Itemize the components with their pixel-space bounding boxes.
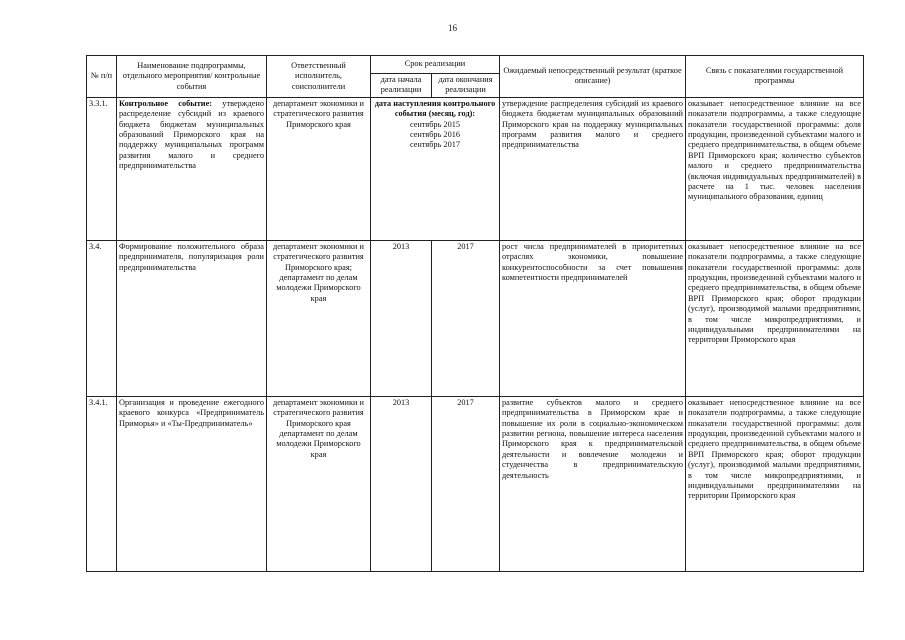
row-responsible xyxy=(267,396,371,571)
header-start: дата начала реализации xyxy=(371,74,432,98)
row-start: 2013 xyxy=(371,240,432,396)
row-end: 2017 xyxy=(432,240,500,396)
row-link: оказывает непосредственное влияние на все показатели подпрограммы, а также следующие показатели государственной программы: доля продукции, произведенной субъектами малого и среднего предпринимательства, в общем объеме ВРП Приморского края; оборот продукции (услуг), производимой малыми предприятиями, в том числе микропредприятиями, и индивидуальными предпринимателями на территории Приморского края xyxy=(686,240,864,396)
row-link: оказывает непосредственное влияние на все показатели подпрограммы, а также следующие показатели государственной программы: доля продукции, произведенной субъектами малого и среднего предпринимательства, в общем объеме ВРП Приморского края; количество субъектов малого и среднего предпринимательства (включая индивидуальных предпринимателей) в расчете на 1 тыс. человек населения муниципального образования, единиц xyxy=(686,97,864,240)
header-link: Связь с показателями государственной программы xyxy=(686,56,864,98)
row-link: оказывает непосредственное влияние на все показатели подпрограммы, а также следующие показатели государственной программы: доля продукции, произведенной субъектами малого и среднего предпринимательства, в общем объеме ВРП Приморского края; оборот продукции (услуг), производимой малыми предприятиями, в том числе микропредприятиями, и индивидуальными предпринимателями на территории Приморского края xyxy=(686,396,864,571)
row-name xyxy=(117,97,267,240)
table-row xyxy=(87,396,864,571)
control-event-text: утверждено распределение субсидий из краевого бюджета бюджетам муниципальных образований Приморского края на поддержку муниципальных программ развития малого и среднего предпринимательства xyxy=(119,98,264,171)
row-number: 3.4. xyxy=(87,240,117,396)
row-end: 2017 xyxy=(432,396,500,571)
header-responsible: Ответственный исполнитель, соисполнители xyxy=(267,56,371,98)
row-responsible xyxy=(267,240,371,396)
header-end: дата окончания реализации xyxy=(432,74,500,98)
row-result: развитие субъектов малого и среднего предпринимательства в Приморском крае и повышение их роли в социально-экономическом развитии региона, повышение интереса населения Приморского края к предпринимательской деятельности и вовлечение молодежи и студенчества в предпринимательскую деятельность xyxy=(500,396,686,571)
row-start: 2013 xyxy=(371,396,432,571)
header-result: Ожидаемый непосредственный результат (краткое описание) xyxy=(500,56,686,98)
deadline-title: дата наступления контрольного события (месяц, год): xyxy=(374,98,496,119)
deadline-date: сентябрь 2015 xyxy=(409,119,461,129)
table-row xyxy=(87,97,864,240)
responsible-secondary: департамент по делам молодежи Приморского края xyxy=(276,273,361,303)
page-number: 16 xyxy=(448,23,457,33)
activities-table xyxy=(86,55,864,572)
deadline-date: сентябрь 2016 xyxy=(409,130,461,140)
header-deadline: Срок реализации xyxy=(371,56,500,74)
responsible-primary: департамент экономики и стратегического развития Приморского края; xyxy=(273,241,364,272)
responsible-primary: департамент экономики и стратегического развития Приморского края xyxy=(273,397,364,428)
responsible-secondary: департамент по делам молодежи Приморского края xyxy=(276,429,361,459)
row-result: утверждение распределения субсидий из краевого бюджета бюджетам муниципальных образований Приморского края на поддержку муниципальных программ развития малого и среднего предпринимательства xyxy=(500,97,686,240)
header-num: № п/п xyxy=(87,56,117,98)
deadline-date: сентябрь 2017 xyxy=(409,140,461,150)
row-name: Формирование положительного образа предпринимателя, популяризация роли предпринимательства xyxy=(117,240,267,396)
control-event-label: Контрольное событие: xyxy=(119,98,213,108)
row-deadline xyxy=(371,97,500,240)
table-row xyxy=(87,240,864,396)
row-number: 3.3.1. xyxy=(87,97,117,240)
row-number: 3.4.1. xyxy=(87,396,117,571)
row-responsible: департамент экономики и стратегического развития Приморского края xyxy=(267,97,371,240)
row-result: рост числа предпринимателей в приоритетных отраслях экономики, повышение конкурентоспособности за счет повышения компетентности предпринимателей xyxy=(500,240,686,396)
row-name: Организация и проведение ежегодного краевого конкурса «Предприниматель Приморья» и «Ты-Предприниматель» xyxy=(117,396,267,571)
header-name: Наименование подпрограммы, отдельного мероприятия/ контрольные события xyxy=(117,56,267,98)
